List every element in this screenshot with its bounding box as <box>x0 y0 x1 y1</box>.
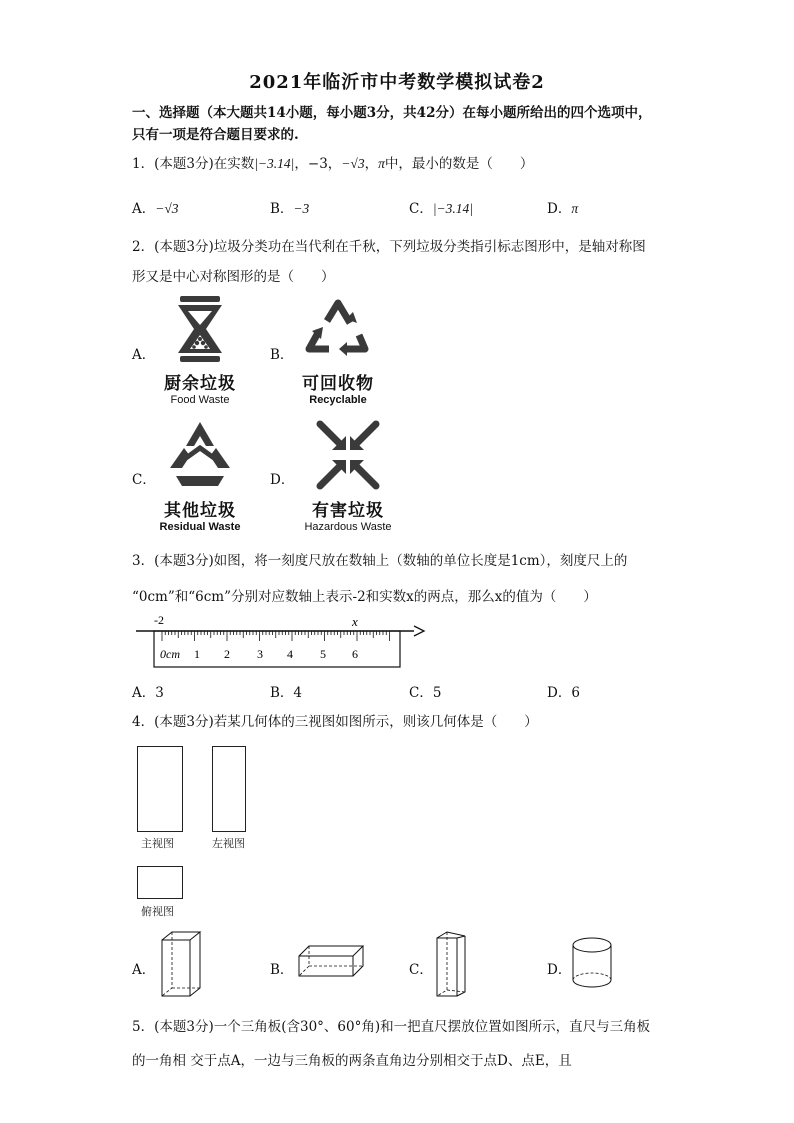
option-letter: D． <box>547 685 572 701</box>
section-header <box>132 102 772 146</box>
q1-abs-value: |−3.14| <box>254 156 295 171</box>
ruler-label-2: 2 <box>224 647 230 661</box>
inward-arrows-icon <box>296 418 400 492</box>
ruler-label-1: 1 <box>194 647 200 661</box>
q2-option-c-letter[interactable]: C． <box>132 472 156 488</box>
ruler-label-4: 4 <box>287 647 293 661</box>
option-value: 6 <box>571 685 580 701</box>
q1-pi: π <box>378 156 385 171</box>
q1-option-d[interactable] <box>547 197 578 217</box>
question-5 <box>132 1010 782 1078</box>
sign-label-en: Recyclable <box>309 394 367 406</box>
flat-cuboid-icon <box>297 944 365 978</box>
q3-option-c[interactable] <box>409 681 441 701</box>
q2-option-c-sign <box>156 418 244 533</box>
q2-line-1: 2．(本题3分)垃圾分类功在当代利在千秋，下列垃圾分类指引标志图形中，是轴对称图 <box>132 239 646 255</box>
q4-option-d-letter[interactable]: D． <box>547 962 572 978</box>
section-line-1: 一、选择题（本大题共14小题，每小题3分，共42分）在每小题所给出的四个选项中， <box>132 105 652 121</box>
top-view-rect <box>137 866 183 899</box>
q2-option-a-letter[interactable]: A． <box>132 347 156 363</box>
q2-option-b-sign <box>295 293 381 406</box>
ruler-body <box>154 631 400 667</box>
ruler-label-6: 6 <box>352 647 358 661</box>
q3-option-a[interactable] <box>132 681 164 701</box>
sign-label-cn: 厨余垃圾 <box>164 374 236 394</box>
question-3 <box>132 543 782 615</box>
top-view-label: 俯视图 <box>141 905 174 918</box>
section-line-2: 只有一项是符合题目要求的. <box>132 127 299 143</box>
q1-text-b: ，−3， <box>294 156 342 172</box>
option-letter: A． <box>132 685 156 701</box>
sign-label-en: Residual Waste <box>159 521 241 533</box>
q1-option-a[interactable] <box>132 197 179 217</box>
page-title: 2021年临沂市中考数学模拟试卷2 <box>249 72 545 93</box>
triangular-prism-icon <box>435 930 469 1000</box>
q4-option-b-figure <box>297 944 365 982</box>
option-letter: A． <box>132 201 156 217</box>
q4-option-b-letter[interactable]: B． <box>270 962 294 978</box>
axis-label-minus-2: -2 <box>154 613 164 627</box>
left-view-rect <box>212 746 246 832</box>
ruler-label-0cm: 0cm <box>160 647 180 661</box>
q1-option-b[interactable] <box>270 197 309 217</box>
tall-cuboid-icon <box>160 930 202 1000</box>
q3-ruler-figure <box>132 612 432 676</box>
q3-line-2: “0cm”和“6cm”分别对应数轴上表示-2和实数x的两点，那么x的值为（ ） <box>132 589 597 605</box>
q3-option-d[interactable] <box>547 681 580 701</box>
option-letter: C． <box>409 201 433 217</box>
q4-option-a-figure <box>160 930 202 1004</box>
ruler-label-3: 3 <box>257 647 263 661</box>
question-4: 4．(本题3分)若某几何体的三视图如图所示，则该几何体是（ ） <box>132 714 538 730</box>
q1-option-c[interactable] <box>409 197 473 217</box>
question-2 <box>132 232 772 292</box>
front-view-rect <box>137 746 183 832</box>
option-letter: D． <box>547 201 572 217</box>
option-letter: B． <box>270 685 294 701</box>
q1-text-d: 中，最小的数是（ ） <box>384 156 534 172</box>
q2-line-2: 形又是中心对称图形的是（ ） <box>132 269 335 285</box>
q5-line-2: 的一角相 交于点A，一边与三角板的两条直角边分别相交于点D、点E，且 <box>132 1053 572 1069</box>
q3-option-b[interactable] <box>270 681 302 701</box>
left-view-label: 左视图 <box>212 837 245 850</box>
q1-text-c: ， <box>364 156 379 172</box>
sign-label-en: Hazardous Waste <box>304 521 392 533</box>
option-value: |−3.14| <box>432 201 474 216</box>
q4-option-a-letter[interactable]: A． <box>132 962 156 978</box>
question-1 <box>132 153 772 175</box>
option-value: −√3 <box>155 201 179 216</box>
option-value: 4 <box>293 685 303 701</box>
ruler-number-line-figure <box>132 612 432 672</box>
q2-option-a-sign <box>158 293 242 406</box>
option-letter: C． <box>409 685 433 701</box>
option-value: −3 <box>293 201 310 216</box>
sign-label-cn: 可回收物 <box>302 374 374 394</box>
q4-option-d-figure <box>571 936 613 994</box>
q2-option-d-letter[interactable]: D． <box>270 472 295 488</box>
cylinder-icon <box>571 936 613 990</box>
q4-option-c-letter[interactable]: C． <box>409 962 433 978</box>
axis-label-x: x <box>352 614 358 629</box>
q2-option-d-sign <box>296 418 400 533</box>
sign-label-en: Food Waste <box>170 394 230 406</box>
option-value: 3 <box>155 685 164 701</box>
option-value: π <box>571 201 579 216</box>
residual-recycle-icon <box>156 418 244 492</box>
number-line-arrow <box>414 626 424 636</box>
front-view-label: 主视图 <box>141 837 174 850</box>
q1-neg-sqrt3: −√3 <box>341 156 365 171</box>
q5-line-1: 5．(本题3分)一个三角板(含30°、60°角)和一把直尺摆放位置如图所示，直尺与三角板 <box>132 1019 651 1035</box>
recycle-icon <box>295 293 381 365</box>
option-letter: B． <box>270 201 294 217</box>
sign-label-cn: 其他垃圾 <box>164 501 236 521</box>
q1-text: 1．(本题3分)在实数 <box>132 156 255 172</box>
option-value: 5 <box>432 685 442 701</box>
hourglass-icon <box>158 293 242 365</box>
q3-line-1: 3．(本题3分)如图，将一刻度尺放在数轴上（数轴的单位长度是1cm），刻度尺上的 <box>132 553 628 569</box>
ruler-label-5: 5 <box>320 647 326 661</box>
q4-option-c-figure <box>435 930 469 1004</box>
q2-option-b-letter[interactable]: B． <box>270 347 294 363</box>
sign-label-cn: 有害垃圾 <box>312 501 384 521</box>
